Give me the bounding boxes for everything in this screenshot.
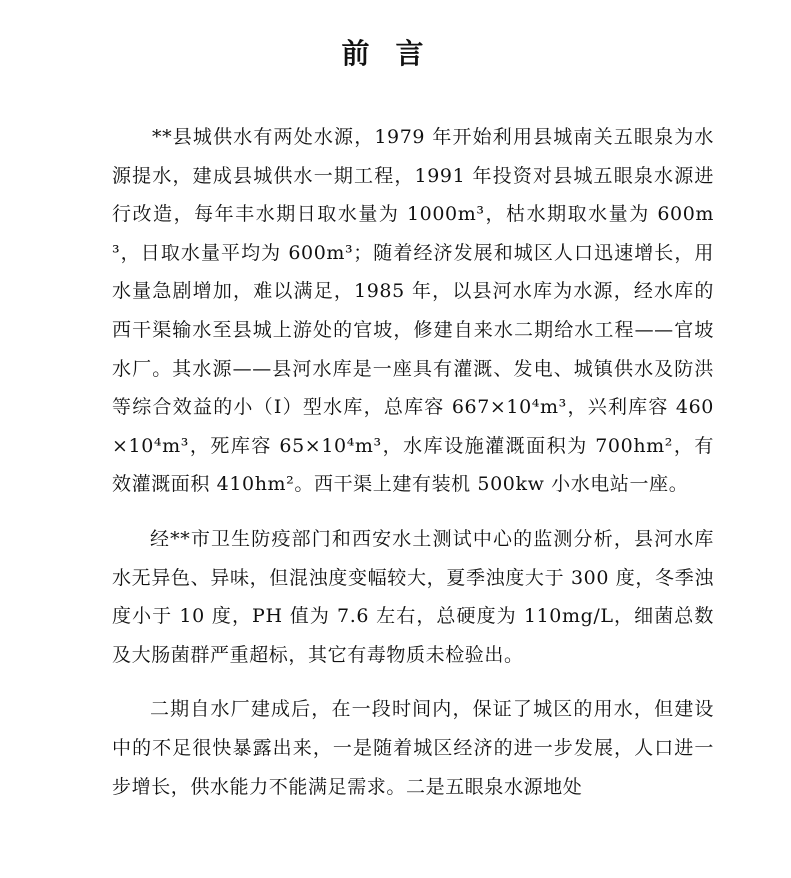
document-body [112, 118, 714, 806]
paragraph-phase-two-issues: 二期自水厂建成后，在一段时间内，保证了城区的用水，但建设中的不足很快暴露出来，一是随着城区经济的进一步发展，人口进一步增长，供水能力不能满足需求。二是五眼泉水源地处 [112, 698, 714, 798]
page-title: 前言 [341, 37, 450, 70]
paragraph-water-quality: 经**市卫生防疫部门和西安水土测试中心的监测分析，县河水库水无异色、异味，但混浊度变幅较大，夏季浊度大于 300 度，冬季浊度小于 10 度，PH 值为 7.6 左右，总硬度为 110mg/L，细菌总数及大肠菌群严重超标，其它有毒物质未检验出。 [112, 527, 714, 666]
paragraph-water-sources: **县城供水有两处水源，1979 年开始利用县城南关五眼泉为水源提水，建成县城供水一期工程，1991 年投资对县城五眼泉水源进行改造，每年丰水期日取水量为 1000m³，枯水期取水量为 600m³，日取水量平均为 600m³；随着经济发展和城区人口迅速增长，用水量急剧增加，难以满足，1985 年，以县河水库为水源，经水库的西干渠输水至县城上游处的官坡，修建自来水二期给水工程——官坡水厂。其水源——县河水库是一座具有灌溉、发电、城镇供水及防洪等综合效益的小（I）型水库，总库容 667×10⁴m³，兴利库容 460×10⁴m³，死库容 65×10⁴m³，水库设施灌溉面积为 700hm²，有效灌溉面积 410hm²。西干渠上建有装机 500kw 小水电站一座。 [112, 126, 714, 496]
